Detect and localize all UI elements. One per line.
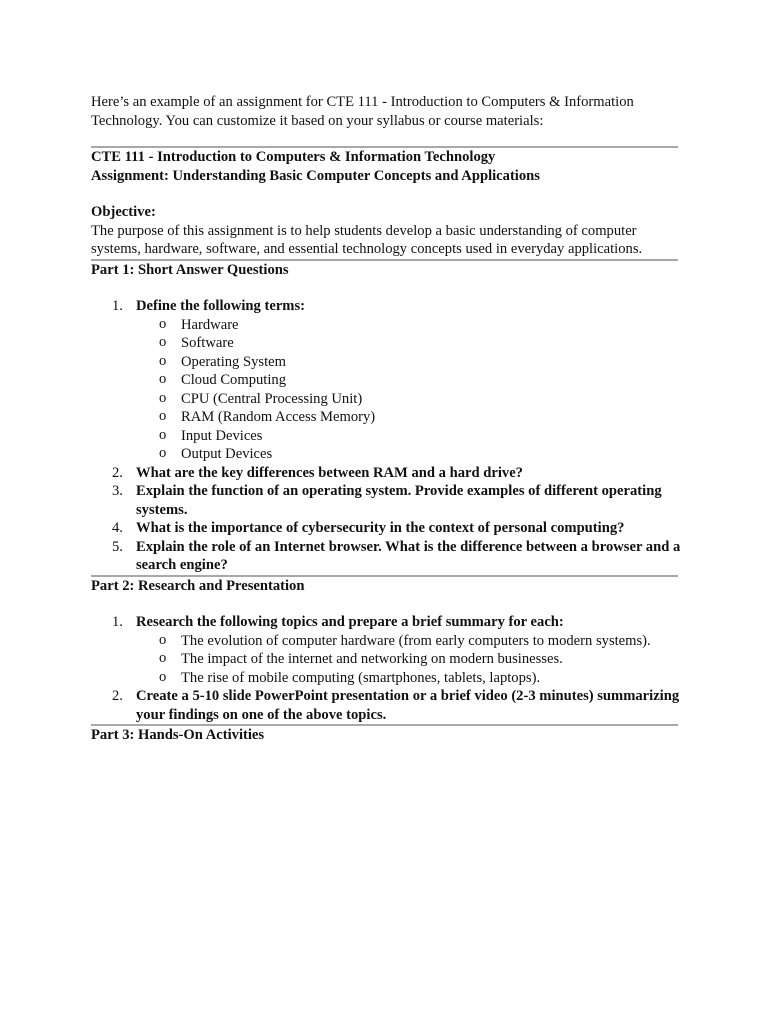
bullet-icon: o xyxy=(159,668,167,685)
question-number: 5. xyxy=(112,538,123,555)
question-text: Explain the function of an operating system. Provide examples of different operating systems. xyxy=(136,483,662,518)
list-item xyxy=(136,669,681,688)
term-text: RAM (Random Access Memory) xyxy=(181,409,376,425)
question-number: 2. xyxy=(112,464,123,481)
term-text: CPU (Central Processing Unit) xyxy=(181,390,363,407)
bullet-icon: o xyxy=(159,352,167,369)
list-item xyxy=(136,371,681,390)
list-item xyxy=(136,316,681,335)
term-text: Output Devices xyxy=(181,446,273,462)
list-item xyxy=(136,445,681,464)
list-item xyxy=(136,427,681,446)
question-number: 2. xyxy=(112,688,123,704)
list-item xyxy=(136,353,681,372)
topic-text: The rise of mobile computing (smartphones, tablets, laptops). xyxy=(181,669,541,686)
term-list xyxy=(136,316,681,464)
question-text: What is the importance of cybersecurity in the context of personal computing? xyxy=(136,520,625,536)
bullet-icon: o xyxy=(159,426,167,443)
part3-title: Part 3: Hands-On Activities xyxy=(91,727,265,743)
objective-text: The purpose of this assignment is to help students develop a basic understanding of computer systems, hardware, software, and essential technology concepts used in everyday applications. xyxy=(91,222,643,257)
list-item xyxy=(136,650,681,669)
list-item xyxy=(91,297,681,464)
bullet-icon: o xyxy=(159,445,167,461)
bullet-icon: o xyxy=(159,371,167,387)
assignment-header xyxy=(91,148,681,185)
part2-title: Part 2: Research and Presentation xyxy=(91,577,305,594)
part2-question-list xyxy=(91,613,681,724)
list-item xyxy=(136,632,681,651)
question-text: Explain the role of an Internet browser. What is the difference between a browser and a search engine? xyxy=(136,538,681,573)
bullet-icon: o xyxy=(159,389,167,406)
question-text: Define the following terms: xyxy=(136,298,306,314)
bullet-icon: o xyxy=(159,315,167,332)
question-text: Research the following topics and prepare a brief summary for each: xyxy=(136,614,564,630)
part1-question-list xyxy=(91,297,681,575)
list-item xyxy=(91,538,681,575)
question-number: 4. xyxy=(112,520,123,536)
assignment-title: Assignment: Understanding Basic Computer Concepts and Applications xyxy=(91,167,540,184)
bullet-icon: o xyxy=(159,631,167,648)
objective-section xyxy=(91,203,681,259)
topic-list xyxy=(136,632,681,688)
term-text: Input Devices xyxy=(181,427,263,444)
term-text: Operating System xyxy=(181,353,286,370)
bullet-icon: o xyxy=(159,334,167,350)
list-item xyxy=(91,519,681,538)
question-number: 1. xyxy=(112,298,123,314)
list-item xyxy=(91,464,681,483)
list-item xyxy=(136,408,681,427)
term-text: Software xyxy=(181,335,234,351)
bullet-icon: o xyxy=(159,650,167,666)
bullet-icon: o xyxy=(159,408,167,424)
objective-label: Objective: xyxy=(91,204,156,220)
term-text: Hardware xyxy=(181,316,239,333)
list-item xyxy=(91,687,681,724)
question-number: 3. xyxy=(112,483,123,499)
list-item xyxy=(136,334,681,353)
document-page xyxy=(91,93,681,745)
intro-paragraph: Here’s an example of an assignment for CTE 111 - Introduction to Computers & Information Technology. You can customize it based on your syllabus or course materials: xyxy=(91,94,634,129)
term-text: Cloud Computing xyxy=(181,372,287,388)
part1-title: Part 1: Short Answer Questions xyxy=(91,261,289,278)
list-item xyxy=(136,390,681,409)
topic-text: The evolution of computer hardware (from early computers to modern systems). xyxy=(181,632,651,649)
list-item xyxy=(91,482,681,519)
list-item xyxy=(91,613,681,687)
question-number: 1. xyxy=(112,614,123,630)
question-text: Create a 5-10 slide PowerPoint presentation or a brief video (2-3 minutes) summarizing your findings on one of the above topics. xyxy=(136,688,680,723)
topic-text: The impact of the internet and networking on modern businesses. xyxy=(181,651,563,667)
course-title: CTE 111 - Introduction to Computers & Information Technology xyxy=(91,149,496,165)
question-text: What are the key differences between RAM and a hard drive? xyxy=(136,464,523,481)
